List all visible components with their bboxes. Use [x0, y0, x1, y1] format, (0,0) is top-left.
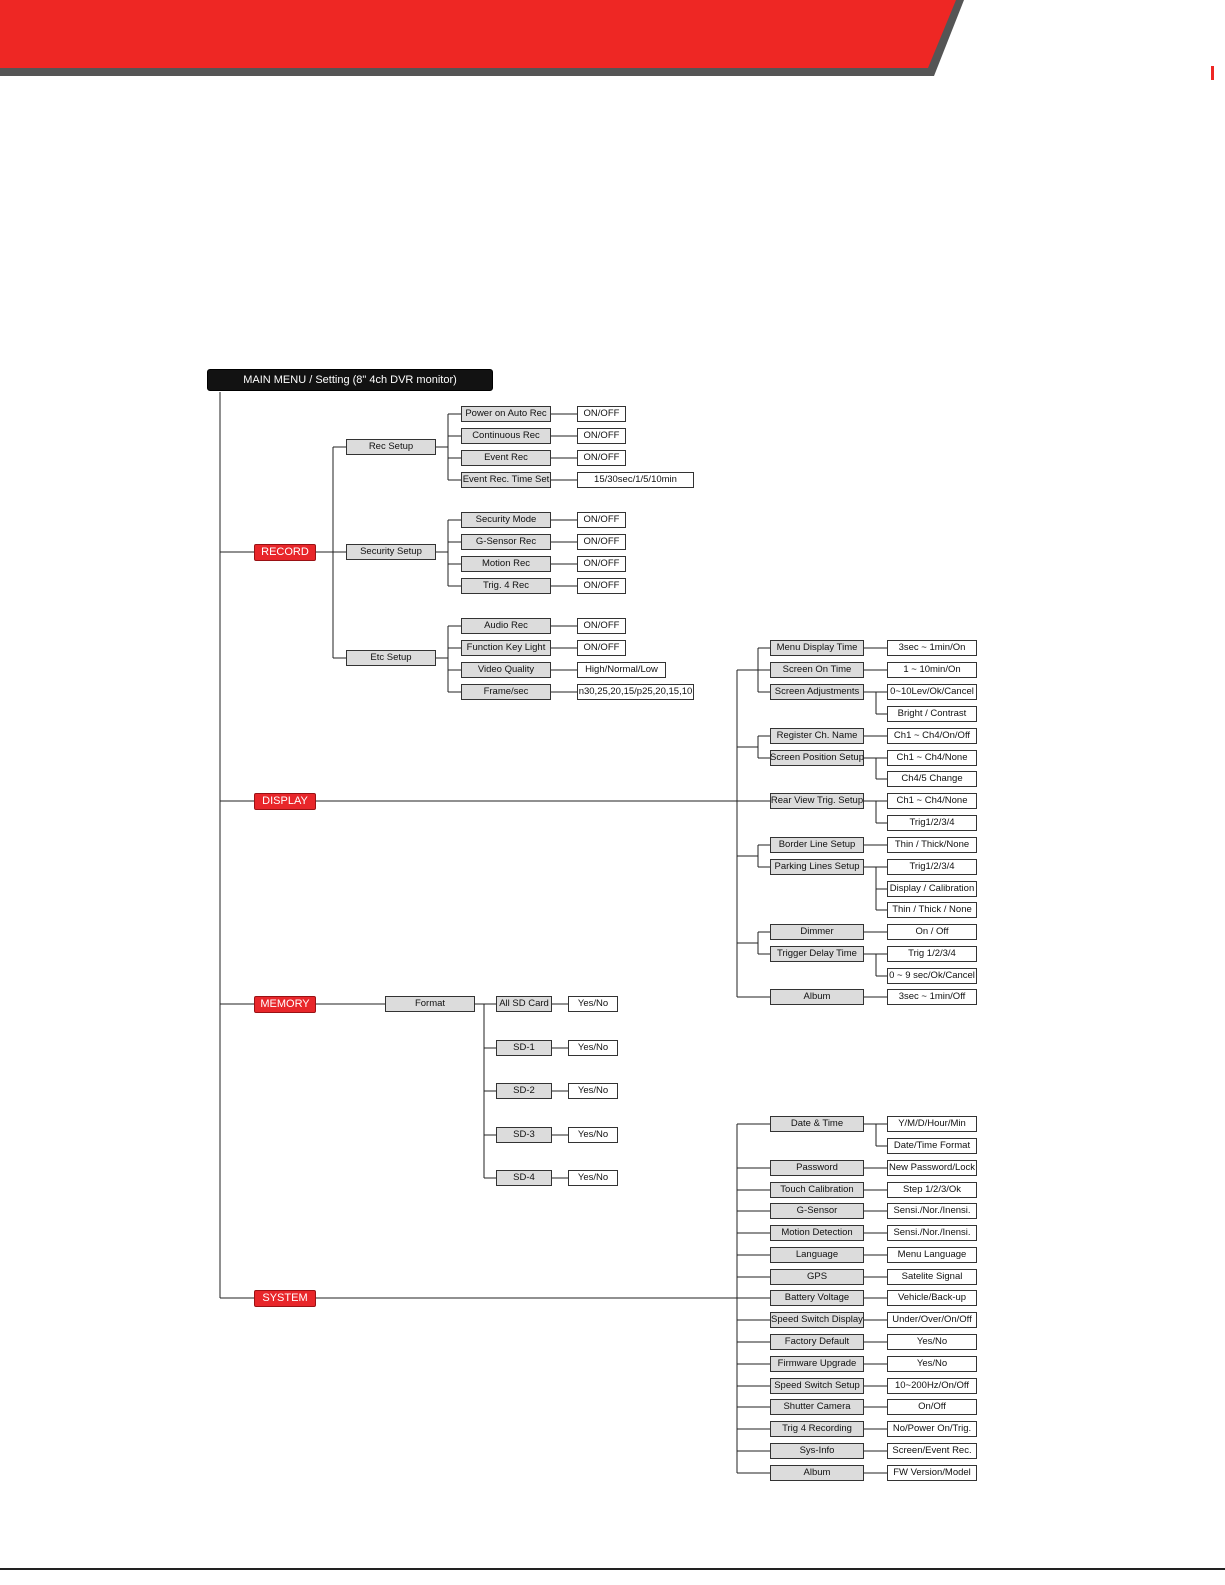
memory-item-sd-2: SD-2 [496, 1083, 552, 1099]
value-on-off: On / Off [887, 924, 977, 940]
category-memory: MEMORY [254, 996, 316, 1013]
value-on-off: ON/OFF [577, 618, 626, 634]
value-display-calibration: Display / Calibration [887, 881, 977, 897]
display-item-parking-lines-setup: Parking Lines Setup [770, 859, 864, 875]
group-etc-setup: Etc Setup [346, 650, 436, 666]
value-on-off: ON/OFF [577, 450, 626, 466]
item-event-rec: Event Rec [461, 450, 551, 466]
value-1-10min-on: 1 ~ 10min/On [887, 662, 977, 678]
value-ch1-ch4-none: Ch1 ~ Ch4/None [887, 750, 977, 766]
value-bright-contrast: Bright / Contrast [887, 706, 977, 722]
value-sensi-nor-inensi: Sensi./Nor./Inensi. [887, 1203, 977, 1219]
value-10-200hz-on-off: 10~200Hz/On/Off [887, 1378, 977, 1394]
value-3sec-1min-off: 3sec ~ 1min/Off [887, 989, 977, 1005]
value-y-m-d-hour-min: Y/M/D/Hour/Min [887, 1116, 977, 1132]
item-event-rec-time-set: Event Rec. Time Set [461, 472, 551, 488]
memory-value-sd-3: Yes/No [568, 1127, 618, 1143]
value-no-power-on-trig: No/Power On/Trig. [887, 1421, 977, 1437]
system-item-gps: GPS [770, 1269, 864, 1285]
memory-value-all-sd-card: Yes/No [568, 996, 618, 1012]
system-item-language: Language [770, 1247, 864, 1263]
item-g-sensor-rec: G-Sensor Rec [461, 534, 551, 550]
value-menu-language: Menu Language [887, 1247, 977, 1263]
system-item-firmware-upgrade: Firmware Upgrade [770, 1356, 864, 1372]
value-on-off: ON/OFF [577, 512, 626, 528]
value-on-off: ON/OFF [577, 406, 626, 422]
value-on-off: ON/OFF [577, 578, 626, 594]
value-0-10lev-ok-cancel: 0~10Lev/Ok/Cancel [887, 684, 977, 700]
value-on-off: ON/OFF [577, 556, 626, 572]
value-screen-event-rec: Screen/Event Rec. [887, 1443, 977, 1459]
system-item-battery-voltage: Battery Voltage [770, 1290, 864, 1306]
item-audio-rec: Audio Rec [461, 618, 551, 634]
value-n30-25-20-15-p25-20-15-10: n30,25,20,15/p25,20,15,10 [577, 684, 694, 700]
value-thin-thick-none: Thin / Thick / None [887, 902, 977, 918]
memory-value-sd-4: Yes/No [568, 1170, 618, 1186]
system-item-trig-4-recording: Trig 4 Recording [770, 1421, 864, 1437]
item-trig-4-rec: Trig. 4 Rec [461, 578, 551, 594]
value-trig1-2-3-4: Trig1/2/3/4 [887, 815, 977, 831]
value-high-normal-low: High/Normal/Low [577, 662, 666, 678]
value-sensi-nor-inensi: Sensi./Nor./Inensi. [887, 1225, 977, 1241]
display-item-border-line-setup: Border Line Setup [770, 837, 864, 853]
bottom-rule [0, 1568, 1225, 1570]
value-vehicle-back-up: Vehicle/Back-up [887, 1290, 977, 1306]
system-item-sys-info: Sys-Info [770, 1443, 864, 1459]
value-under-over-on-off: Under/Over/On/Off [887, 1312, 977, 1328]
item-motion-rec: Motion Rec [461, 556, 551, 572]
value-yes-no: Yes/No [887, 1334, 977, 1350]
value-fw-version-model: FW Version/Model [887, 1465, 977, 1481]
value-ch4-5-change: Ch4/5 Change [887, 771, 977, 787]
memory-item-all-sd-card: All SD Card [496, 996, 552, 1012]
system-item-password: Password [770, 1160, 864, 1176]
display-item-screen-adjustments: Screen Adjustments [770, 684, 864, 700]
item-function-key-light: Function Key Light [461, 640, 551, 656]
item-power-on-auto-rec: Power on Auto Rec [461, 406, 551, 422]
value-thin-thick-none: Thin / Thick/None [887, 837, 977, 853]
group-security-setup: Security Setup [346, 544, 436, 560]
system-item-speed-switch-display: Speed Switch Display [770, 1312, 864, 1328]
display-item-screen-position-setup: Screen Position Setup [770, 750, 864, 766]
system-item-factory-default: Factory Default [770, 1334, 864, 1350]
value-step-1-2-3-ok: Step 1/2/3/Ok [887, 1182, 977, 1198]
memory-item-sd-3: SD-3 [496, 1127, 552, 1143]
system-item-touch-calibration: Touch Calibration [770, 1182, 864, 1198]
display-item-register-ch-name: Register Ch. Name [770, 728, 864, 744]
system-item-speed-switch-setup: Speed Switch Setup [770, 1378, 864, 1394]
group-rec-setup: Rec Setup [346, 439, 436, 455]
system-item-date-time: Date & Time [770, 1116, 864, 1132]
category-system: SYSTEM [254, 1290, 316, 1307]
value-ch1-ch4-on-off: Ch1 ~ Ch4/On/Off [887, 728, 977, 744]
category-display: DISPLAY [254, 793, 316, 810]
display-item-dimmer: Dimmer [770, 924, 864, 940]
memory-item-sd-4: SD-4 [496, 1170, 552, 1186]
value-on-off: ON/OFF [577, 534, 626, 550]
value-date-time-format: Date/Time Format [887, 1138, 977, 1154]
value-on-off: ON/OFF [577, 428, 626, 444]
value-trig-1-2-3-4: Trig 1/2/3/4 [887, 946, 977, 962]
system-item-g-sensor: G-Sensor [770, 1203, 864, 1219]
value-ch1-ch4-none: Ch1 ~ Ch4/None [887, 793, 977, 809]
value-3sec-1min-on: 3sec ~ 1min/On [887, 640, 977, 656]
value-satelite-signal: Satelite Signal [887, 1269, 977, 1285]
system-item-album: Album [770, 1465, 864, 1481]
value-15-30sec-1-5-10min: 15/30sec/1/5/10min [577, 472, 694, 488]
display-item-menu-display-time: Menu Display Time [770, 640, 864, 656]
item-video-quality: Video Quality [461, 662, 551, 678]
memory-item-sd-1: SD-1 [496, 1040, 552, 1056]
category-record: RECORD [254, 544, 316, 561]
system-item-shutter-camera: Shutter Camera [770, 1399, 864, 1415]
system-item-motion-detection: Motion Detection [770, 1225, 864, 1241]
display-item-album: Album [770, 989, 864, 1005]
display-item-trigger-delay-time: Trigger Delay Time [770, 946, 864, 962]
group-format: Format [385, 996, 475, 1012]
memory-value-sd-2: Yes/No [568, 1083, 618, 1099]
value-on-off: On/Off [887, 1399, 977, 1415]
item-continuous-rec: Continuous Rec [461, 428, 551, 444]
display-item-rear-view-trig-setup: Rear View Trig. Setup [770, 793, 864, 809]
item-security-mode: Security Mode [461, 512, 551, 528]
display-item-screen-on-time: Screen On Time [770, 662, 864, 678]
main-menu-root: MAIN MENU / Setting (8" 4ch DVR monitor) [207, 369, 493, 391]
value-new-password-lock: New Password/Lock [887, 1160, 977, 1176]
value-trig1-2-3-4: Trig1/2/3/4 [887, 859, 977, 875]
item-frame-sec: Frame/sec [461, 684, 551, 700]
memory-value-sd-1: Yes/No [568, 1040, 618, 1056]
value-yes-no: Yes/No [887, 1356, 977, 1372]
value-0-9-sec-ok-cancel: 0 ~ 9 sec/Ok/Cancel [887, 968, 977, 984]
value-on-off: ON/OFF [577, 640, 626, 656]
